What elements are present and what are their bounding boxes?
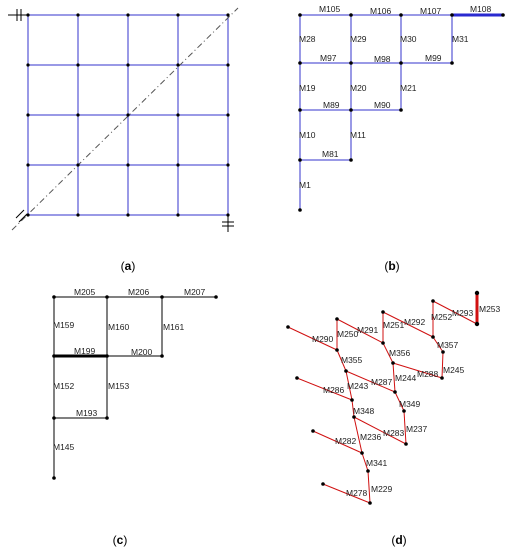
member-label: M81 [322, 149, 339, 159]
member-label: M107 [420, 6, 442, 16]
member-label: M348 [353, 406, 375, 416]
member-label: M19 [299, 83, 316, 93]
panel-c [52, 287, 218, 547]
frame-lines [54, 297, 216, 478]
panel-a [8, 8, 238, 273]
member-label: M287 [371, 377, 393, 387]
member-label: M105 [319, 4, 341, 14]
member-label: M205 [74, 287, 96, 297]
member-label: M278 [346, 488, 368, 498]
member-label: M291 [357, 325, 379, 335]
member-label: M206 [128, 287, 150, 297]
member-label: M288 [417, 369, 439, 379]
member-label: M28 [299, 34, 316, 44]
member-label: M31 [452, 34, 469, 44]
support-symbol-top-left [8, 9, 28, 21]
member-labels-c [53, 287, 206, 452]
member-label: M293 [452, 308, 474, 318]
member-label: M245 [443, 365, 465, 375]
member-label: M89 [323, 100, 340, 110]
frame-lines [300, 15, 452, 210]
member-label: M161 [163, 322, 185, 332]
member-label: M145 [53, 442, 75, 452]
member-label: M282 [335, 436, 357, 446]
member-label: M286 [323, 385, 345, 395]
member-label: M160 [108, 322, 130, 332]
member-label: M244 [395, 373, 417, 383]
member-label: M200 [131, 347, 153, 357]
caption-a: (a) [120, 259, 136, 273]
member-label: M98 [374, 54, 391, 64]
support-symbol-bottom-right [222, 215, 234, 232]
member-label: M237 [406, 424, 428, 434]
member-label: M253 [479, 304, 501, 314]
member-label: M152 [53, 381, 75, 391]
member-label: M250 [337, 329, 359, 339]
member-label: M207 [184, 287, 206, 297]
member-label: M153 [108, 381, 130, 391]
caption-b: (b) [384, 259, 400, 273]
member-label: M283 [383, 428, 405, 438]
member-label: M356 [389, 348, 411, 358]
red-members [288, 301, 477, 503]
member-label: M99 [425, 53, 442, 63]
diagonal-axis [12, 8, 238, 230]
member-label: M243 [347, 381, 369, 391]
member-labels-b [299, 4, 492, 190]
member-label: M106 [370, 6, 392, 16]
member-label: M199 [74, 346, 96, 356]
caption-c: (c) [112, 533, 128, 547]
member-label: M90 [374, 100, 391, 110]
member-label: M290 [312, 334, 334, 344]
member-label: M97 [320, 53, 337, 63]
member-label: M292 [404, 317, 426, 327]
panel-b [298, 4, 505, 273]
support-symbol-bottom-left [16, 210, 27, 222]
member-label: M357 [437, 340, 459, 350]
member-label: M10 [299, 130, 316, 140]
member-labels-d [312, 304, 501, 498]
member-label: M341 [366, 458, 388, 468]
member-label: M1 [299, 180, 311, 190]
member-label: M21 [400, 83, 417, 93]
member-label: M252 [431, 312, 453, 322]
member-label: M108 [470, 4, 492, 14]
member-label: M193 [76, 408, 98, 418]
caption-d: (d) [391, 533, 407, 547]
frame-nodes [52, 295, 218, 480]
member-label: M355 [341, 355, 363, 365]
member-label: M11 [350, 130, 366, 140]
member-label: M349 [399, 399, 421, 409]
panel-d [286, 291, 500, 547]
member-label: M251 [383, 320, 405, 330]
member-label: M229 [371, 484, 393, 494]
member-label: M159 [53, 320, 75, 330]
member-label: M30 [400, 34, 417, 44]
member-label: M236 [360, 432, 382, 442]
member-label: M29 [350, 34, 367, 44]
member-label: M20 [350, 83, 367, 93]
